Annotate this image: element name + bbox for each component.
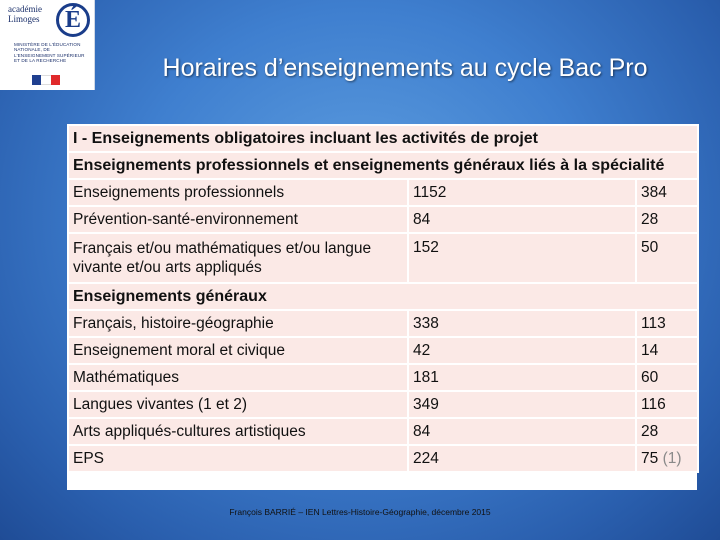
- row-total-hours: 42: [408, 337, 636, 364]
- row-total-hours: 338: [408, 310, 636, 337]
- marianne-flag-icon: [32, 75, 60, 85]
- annual-value: 75: [641, 450, 659, 467]
- table-row: [68, 391, 698, 418]
- row-total-hours: 152: [408, 233, 636, 283]
- slide-title: Horaires d’enseignements au cycle Bac Pro: [162, 54, 648, 82]
- row-total-hours: 1152: [408, 179, 636, 206]
- row-label: Prévention-santé-environnement: [68, 206, 408, 233]
- academie-line1: académie: [8, 4, 42, 14]
- table-row: [68, 233, 698, 283]
- table-row: [68, 310, 698, 337]
- table-row: [68, 337, 698, 364]
- row-total-hours: 84: [408, 206, 636, 233]
- ministry-logo: [0, 0, 95, 90]
- row-annual-hours: 14: [636, 337, 698, 364]
- row-label: Français et/ou mathématiques et/ou langue vivante et/ou arts appliqués: [68, 233, 408, 283]
- row-annual-hours: 28: [636, 418, 698, 445]
- table-row: [68, 364, 698, 391]
- row-total-hours: 224: [408, 445, 636, 472]
- row-annual-hours: 116: [636, 391, 698, 418]
- row-annual-hours: [636, 445, 698, 472]
- slide-footer: François BARRIÉ – IEN Lettres-Histoire-Géographie, décembre 2015: [229, 507, 491, 517]
- row-label: Enseignements professionnels: [68, 179, 408, 206]
- group-title-professional: Enseignements professionnels et enseignements généraux liés à la spécialité: [68, 152, 698, 179]
- row-total-hours: 84: [408, 418, 636, 445]
- group-title-general: Enseignements généraux: [68, 283, 698, 310]
- academie-emblem-icon: É: [56, 3, 90, 37]
- row-annual-hours: 113: [636, 310, 698, 337]
- section-header-row: [68, 125, 698, 152]
- row-total-hours: 181: [408, 364, 636, 391]
- section-title: I - Enseignements obligatoires incluant les activités de projet: [68, 125, 698, 152]
- row-annual-hours: 28: [636, 206, 698, 233]
- table-row: [68, 418, 698, 445]
- row-total-hours: 349: [408, 391, 636, 418]
- table-row: [68, 445, 698, 472]
- table-row: [68, 206, 698, 233]
- table-row: [68, 179, 698, 206]
- group-header-row: [68, 283, 698, 310]
- row-annual-hours: 384: [636, 179, 698, 206]
- academie-name: [8, 4, 48, 24]
- group-header-row: [68, 152, 698, 179]
- row-label: Mathématiques: [68, 364, 408, 391]
- row-label: Langues vivantes (1 et 2): [68, 391, 408, 418]
- row-annual-hours: 50: [636, 233, 698, 283]
- row-label: EPS: [68, 445, 408, 472]
- row-label: Français, histoire-géographie: [68, 310, 408, 337]
- ministry-text: MINISTÈRE DE L'ÉDUCATION NATIONALE, DE L'ENSEIGNEMENT SUPÉRIEUR ET DE LA RECHERCHE: [14, 42, 85, 64]
- footnote-marker: (1): [662, 450, 682, 467]
- hours-table: [67, 124, 697, 490]
- row-label: Enseignement moral et civique: [68, 337, 408, 364]
- row-annual-hours: 60: [636, 364, 698, 391]
- academie-line2: Limoges: [8, 14, 40, 24]
- row-label: Arts appliqués-cultures artistiques: [68, 418, 408, 445]
